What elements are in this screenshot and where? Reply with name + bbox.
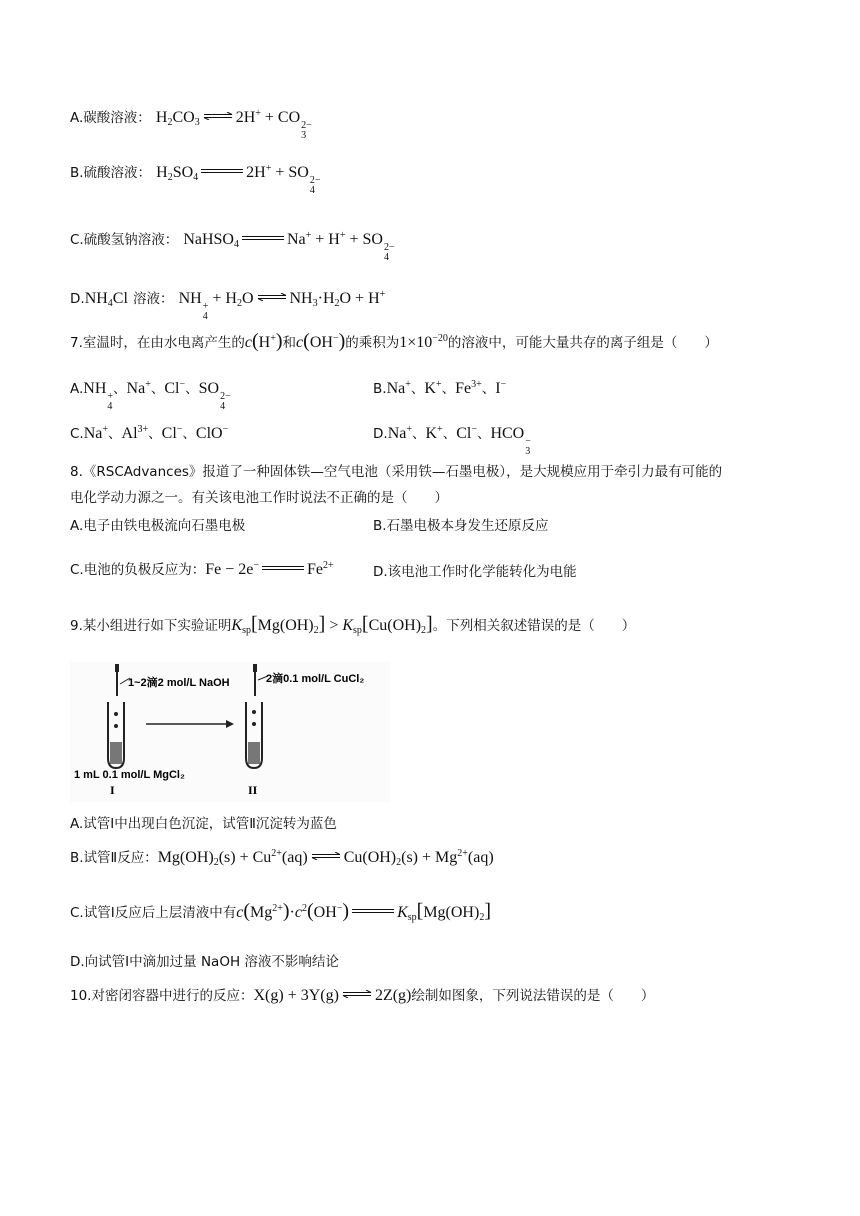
q6-option-d-label: D. bbox=[70, 291, 85, 307]
q9-option-a: A.试管Ⅰ中出现白色沉淀，试管Ⅱ沉淀转为蓝色 bbox=[70, 816, 337, 832]
q7-option-b-label: B. bbox=[373, 381, 387, 397]
q10-stem-text: 10.对密闭容器中进行的反应： bbox=[70, 988, 254, 1004]
q7-stem-text: 7.室温时，在由水电离产生的 bbox=[70, 335, 245, 351]
equals-arrow-icon bbox=[242, 235, 284, 241]
figure-label-mgcl2: 1 mL 0.1 mol/L MgCl₂ bbox=[74, 769, 185, 781]
reversible-arrow-icon bbox=[203, 112, 233, 120]
q10-stem-text: 绘制如图象，下列说法错误的是（ ） bbox=[411, 988, 655, 1004]
q9-option-b-label: B.试管Ⅱ反应： bbox=[70, 850, 158, 866]
q9-option-d: D.向试管Ⅰ中滴加过量 NaOH 溶液不影响结论 bbox=[70, 954, 339, 970]
q9-stem-text: 。下列相关叙述错误的是（ ） bbox=[432, 618, 636, 634]
figure-tube-2-label: II bbox=[248, 783, 258, 797]
q6-option-c bbox=[70, 228, 395, 263]
q9-stem: 9.某小组进行如下实验证明$K_{sp}[Mg(OH)_2] > K_{sp}[Cu(OH)_2]$。下列相关叙述错误的是（ ） bbox=[70, 613, 636, 636]
q9-option-c-label: C.试管Ⅰ反应后上层清液中有 bbox=[70, 905, 237, 921]
q6-option-c-equation: NaHSO$_4$ Na+ + H+ + SO 2− 4 bbox=[183, 230, 395, 263]
q8-option-a: A.电子由铁电极流向石墨电极 bbox=[70, 518, 246, 534]
q7-stem-text: 和 bbox=[282, 335, 297, 351]
q8-option-c: C.电池的负极反应为：Fe − 2e− $Fe^{2+}$ bbox=[70, 560, 334, 578]
q7-option-d: D.Na+、K+、Cl−、HCO − 3 bbox=[373, 424, 531, 457]
q6-option-b-equation: $H_2SO_4$ 2H+ + SO 2− 4 bbox=[156, 163, 321, 196]
q8-stem-line1: 8.《RSCAdvances》报道了一种固体铁—空气电池（采用铁—石墨电极），是大规模应用于牵引力最有可能的 bbox=[70, 464, 723, 480]
q9-stem-text: 9.某小组进行如下实验证明 bbox=[70, 618, 232, 634]
experiment-figure bbox=[70, 662, 390, 802]
q6-option-b bbox=[70, 161, 321, 196]
q7-stem-text: 的溶液中，可能大量共存的离子组是（ ） bbox=[447, 335, 718, 351]
figure-label-cucl2: 2滴0.1 mol/L CuCl₂ bbox=[266, 673, 365, 685]
q6-option-d: $D.NH_4Cl$ 溶液： NH + 4 + $H_2O$ $NH_3\cdot H_2O + H^+$ bbox=[70, 289, 386, 322]
q8-stem-line2: 电化学动力源之一。有关该电池工作时说法不正确的是（ ） bbox=[70, 490, 448, 506]
reversible-arrow-icon bbox=[342, 990, 372, 998]
q6-option-d-equation: NH + 4 + $H_2O$ $NH_3\cdot H_2O + H^+$ bbox=[178, 289, 386, 322]
figure-tube-1-label: I bbox=[110, 783, 115, 797]
q8-option-d: D.该电池工作时化学能转化为电能 bbox=[373, 564, 577, 580]
figure-label-naoh: 1~2滴2 mol/L NaOH bbox=[128, 677, 230, 689]
q6-option-b-label: B.硫酸溶液： bbox=[70, 165, 152, 181]
q6-option-d-label2: 溶液： bbox=[133, 291, 174, 307]
equals-arrow-icon bbox=[201, 168, 243, 174]
q6-option-c-label: C.硫酸氢钠溶液： bbox=[70, 232, 179, 248]
q7-stem-text: 的乘积为 bbox=[345, 335, 400, 351]
q8-option-b: B.石墨电极本身发生还原反应 bbox=[373, 518, 549, 534]
reversible-arrow-icon bbox=[311, 852, 341, 860]
q6-option-a-label: A.碳酸溶液： bbox=[70, 110, 151, 126]
q7-option-b: B.Na+、K+、$Fe^{3+}$、I− bbox=[373, 379, 507, 397]
q7-option-a-label: A. bbox=[70, 381, 84, 397]
q7-option-c-label: C. bbox=[70, 426, 84, 442]
q10-stem: 10.对密闭容器中进行的反应：X(g) + 3Y(g) 2Z(g)绘制如图象，下列说法错误的是（ ） bbox=[70, 987, 655, 1004]
q6-option-a-equation: $H_2CO_3$ 2H+ + CO 2− 3 bbox=[155, 108, 312, 141]
q7-option-c: C.Na+、$Al^{3+}$、Cl−、ClO− bbox=[70, 424, 229, 442]
q6-option-a bbox=[70, 106, 312, 141]
equals-arrow-icon bbox=[352, 908, 394, 914]
q9-option-c: C.试管Ⅰ反应后上层清液中有$c(Mg^{2+})\cdot c^2(OH^-)$ $K_{sp}[Mg(OH)_2]$ bbox=[70, 900, 491, 923]
q7-stem: 7.室温时，在由水电离产生的c(H+)和c(OH−)的乘积为$1\times 10^{-20}$的溶液中，可能大量共存的离子组是（ ） bbox=[70, 330, 718, 352]
q7-option-a: A.NH + 4 、Na+、Cl−、SO 2− 4 bbox=[70, 379, 231, 412]
q9-option-b: B.试管Ⅱ反应：$Mg(OH)_2(s) + Cu^{2+}(aq) Cu(OH)_2(s) + Mg^{2+}(aq)$ bbox=[70, 848, 494, 868]
reversible-arrow-icon bbox=[257, 293, 287, 301]
q8-option-c-label: C.电池的负极反应为： bbox=[70, 562, 206, 578]
q7-option-d-label: D. bbox=[373, 426, 388, 442]
equals-arrow-icon bbox=[262, 565, 304, 571]
